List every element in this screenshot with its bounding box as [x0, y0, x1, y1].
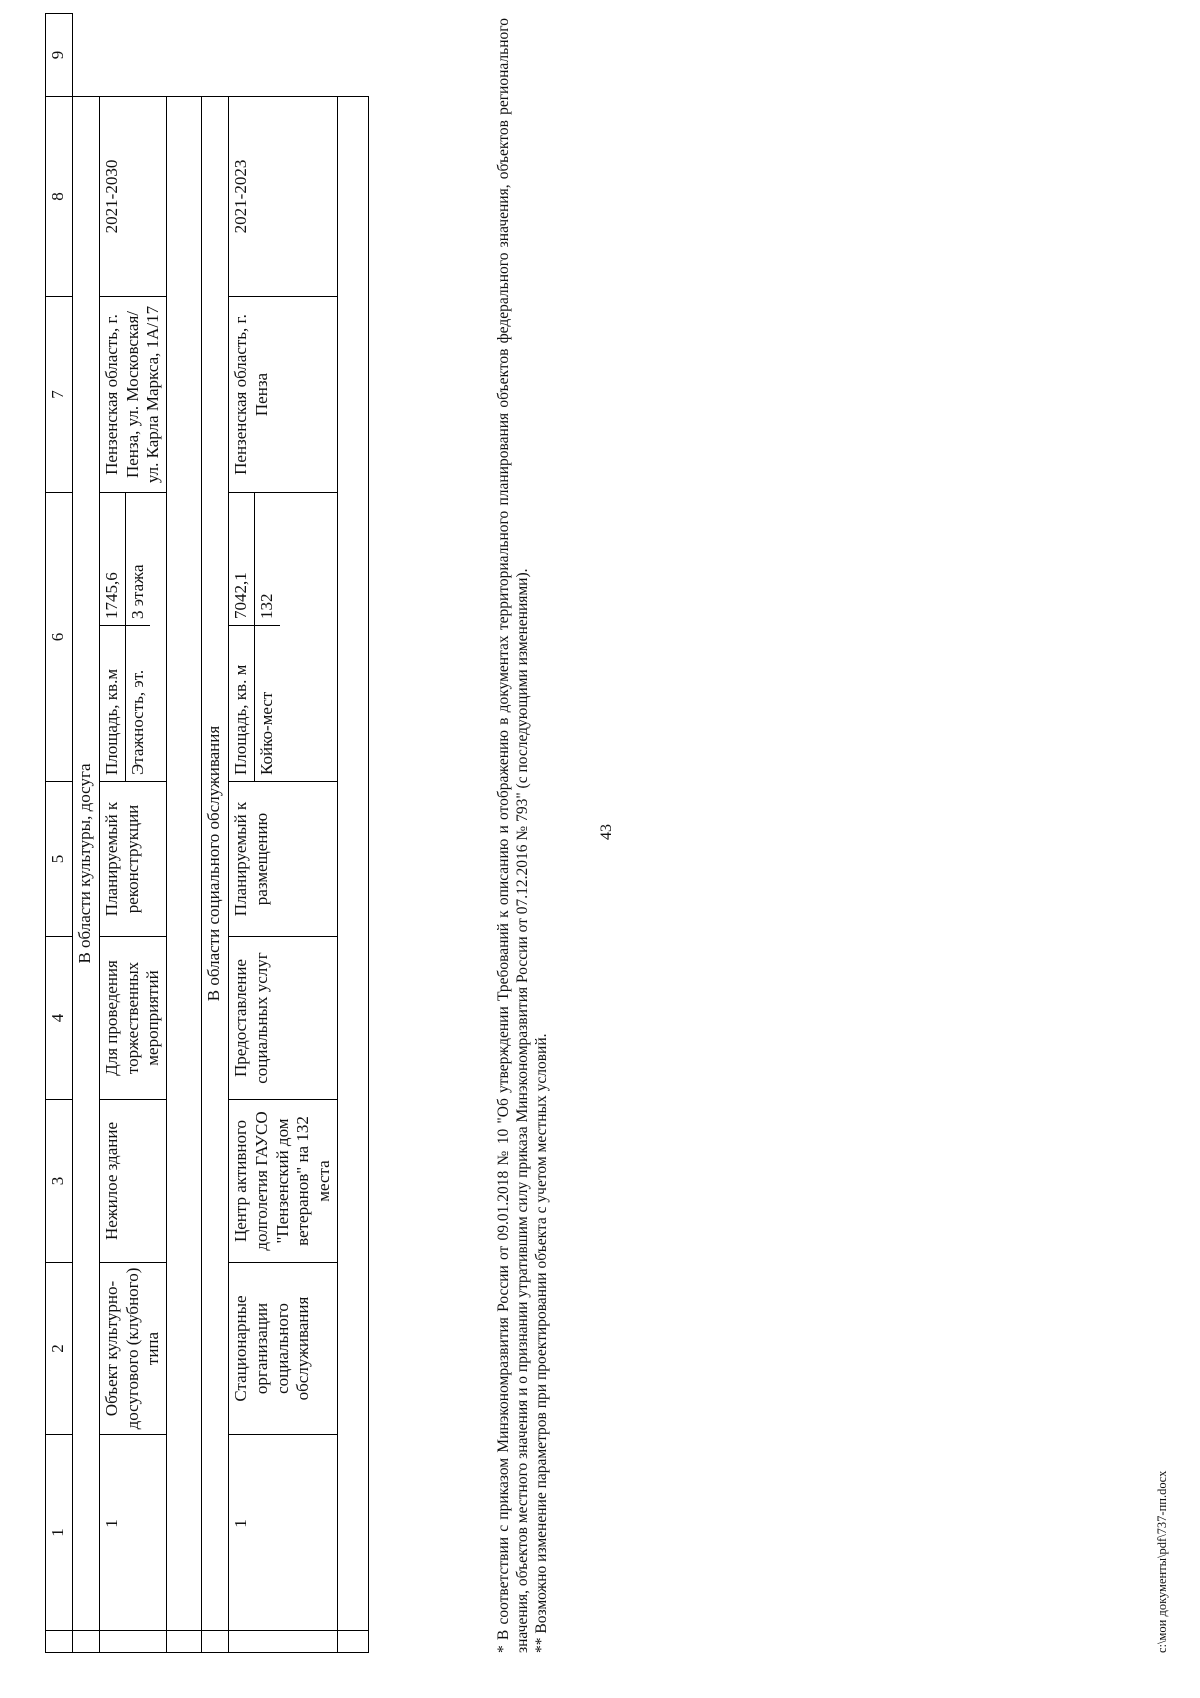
object-params [100, 493, 167, 782]
column-number: 2 [46, 1263, 73, 1435]
object-name: Нежилое здание [100, 1100, 167, 1263]
spacer-cell [167, 97, 202, 1631]
gutter-cell [100, 1631, 167, 1653]
column-number: 5 [46, 782, 73, 937]
spacer-cell [337, 97, 368, 1631]
gutter-cell [337, 1631, 368, 1653]
section-title: В области культуры, досуга [73, 97, 100, 1631]
objects-table [45, 13, 369, 1653]
object-location: Пензенская область, г. Пенза [229, 297, 338, 493]
section-title-row [202, 14, 229, 1653]
footnote-1: * В соответствии с приказом Минэкономразвития России от 09.01.2018 № 10 "Об утверждении Требований к описанию и отображению в документах территориального планирования объектов федерального значения, объектов регионального значения, объектов местного значения и о признании утратившим силу приказа Минэкономразвития России от 07.12.2016 № 793" (с последующими изменениями). [495, 18, 531, 1653]
param-value: 132 [256, 593, 276, 619]
row-number: 1 [229, 1435, 338, 1631]
column-number: 6 [46, 493, 73, 782]
page-number: 43 [598, 824, 615, 840]
spacer-row [337, 14, 368, 1653]
section-title: В области социального обслуживания [202, 97, 229, 1631]
object-type: Объект культурно-досугового (клубного) типа [100, 1263, 167, 1435]
param-value: 1745,6 [102, 572, 121, 619]
table-row [100, 14, 167, 1653]
param-label: Койко-мест [255, 625, 280, 781]
gutter-cell [229, 1631, 338, 1653]
object-location: Пензенская область, г. Пенза, ул. Московская/ ул. Карла Маркса, 1А/17 [100, 297, 167, 493]
table-row [229, 14, 338, 1653]
gutter-cell [46, 1631, 73, 1653]
section-title-row [73, 14, 100, 1653]
param-label: Площадь, кв. м [229, 625, 254, 781]
object-period: 2021-2030 [100, 97, 167, 297]
column-number: 9 [46, 14, 73, 97]
column-numbers-row [46, 14, 73, 1653]
row-number: 1 [100, 1435, 167, 1631]
object-period: 2021-2023 [229, 97, 338, 297]
object-name: Центр активного долголетия ГАУСО "Пензенский дом ветеранов" на 132 места [229, 1100, 338, 1263]
gutter-cell [73, 1631, 100, 1653]
gutter-cell [167, 1631, 202, 1653]
object-status: Планируемый к размещению [229, 782, 338, 937]
object-purpose: Для проведения торжественных мероприятий [100, 937, 167, 1100]
footnote-2: ** Возможно изменение параметров при проектировании объекта с учетом местных условий. [532, 1033, 550, 1653]
param-value: 3 этажа [127, 564, 147, 619]
param-label: Этажность, эт. [126, 625, 151, 781]
spacer-row [167, 14, 202, 1653]
column-number: 3 [46, 1100, 73, 1263]
footnotes [495, 18, 552, 1653]
object-type: Стационарные организации социального обслуживания [229, 1263, 338, 1435]
gutter-cell [202, 1631, 229, 1653]
object-purpose: Предоставление социальных услуг [229, 937, 338, 1100]
object-status: Планируемый к реконструкции [100, 782, 167, 937]
column-number: 1 [46, 1435, 73, 1631]
param-label: Площадь, кв.м [100, 625, 125, 781]
column-number: 4 [46, 937, 73, 1100]
file-path-footer: c:\мои документы\pdf\737-пп.docx [1155, 1470, 1169, 1653]
param-value: 7042,1 [231, 572, 251, 619]
column-number: 8 [46, 97, 73, 297]
column-number: 7 [46, 297, 73, 493]
object-params [229, 493, 338, 782]
